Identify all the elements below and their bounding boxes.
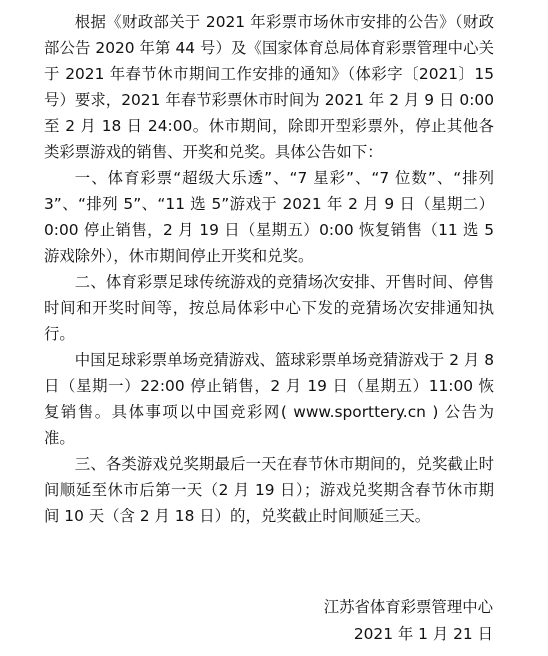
issue-date: 2021 年 1 月 21 日 [353,625,493,643]
signature-block [273,594,493,648]
intro-paragraph: 根据《财政部关于 2021 年彩票市场休市安排的公告》（财政部公告 2020 年第 44 号）及《国家体育总局体育彩票管理中心关于 2021 年春节休市期间工作安排的通知》（体彩字〔2021〕15 号）要求，2021 年春节彩票休市时间为 2021 年 2 月 9 日 0:00 至 2 月 18 日 24:00。休市期间，除即开型彩票外，停止其他各类彩票游戏的销售、开奖和兑奖。具体公告如下： [44,13,494,161]
notice-body [44,9,494,529]
item-three-paragraph: 三、各类游戏兑奖期最后一天在春节休市期间的，兑奖截止时间顺延至休市后第一天（2 月 19 日）；游戏兑奖期含春节休市期间 10 天（含 2 月 18 日）的，兑奖截止时间顺延三天。 [44,455,494,525]
item-two-paragraph: 二、体育彩票足球传统游戏的竞猜场次安排、开售时间、停售时间和开奖时间等，按总局体彩中心下发的竞猜场次安排通知执行。 [44,273,494,343]
issuing-organization: 江苏省体育彩票管理中心 [323,598,493,616]
single-match-paragraph: 中国足球彩票单场竞猜游戏、篮球彩票单场竞猜游戏于 2 月 8 日（星期一）22:00 停止销售，2 月 19 日（星期五）11:00 恢复销售。具体事项以中国竞彩网( www.sporttery.cn ) 公告为准。 [44,351,494,447]
item-one-paragraph: 一、体育彩票“超级大乐透”、“7 星彩”、“7 位数”、“排列 3”、“排列 5”、“11 选 5”游戏于 2021 年 2 月 9 日（星期二）0:00 停止销售，2 月 19 日（星期五）0:00 恢复销售（11 选 5 游戏除外），休市期间停止开奖和兑奖。 [44,169,494,265]
